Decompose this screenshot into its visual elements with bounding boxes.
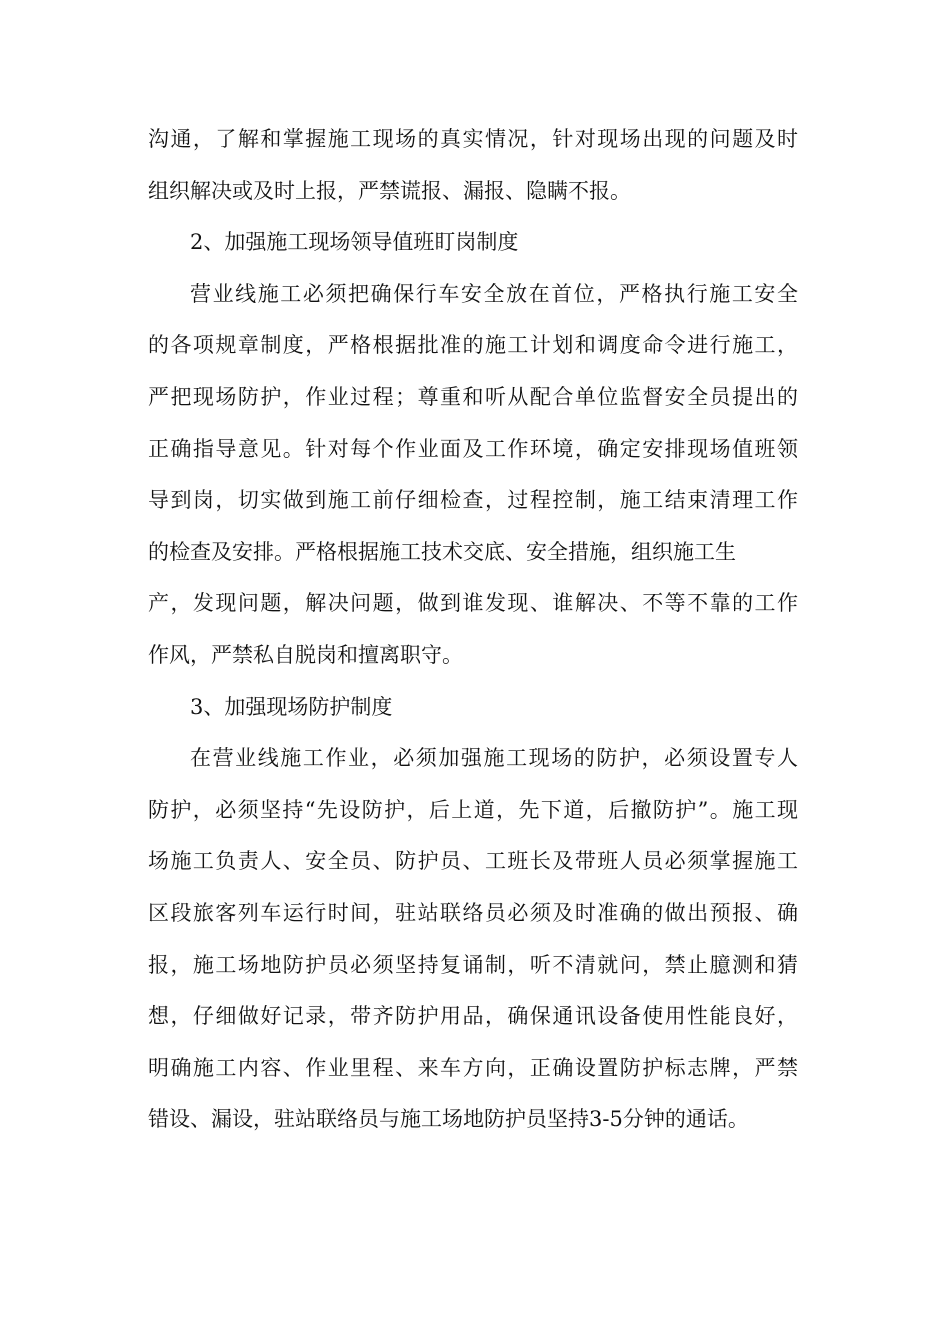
paragraph-line: 的检查及安排。严格根据施工技术交底、安全措施，组织施工生	[148, 539, 736, 564]
paragraph-line: 区段旅客列车运行时间，驻站联络员必须及时准确的做出预报、确	[148, 900, 798, 925]
paragraph-line: 导到岗，切实做到施工前仔细检查，过程控制，施工结束清理工作	[148, 488, 798, 513]
paragraph-line: 的各项规章制度，严格根据批准的施工计划和调度命令进行施工，	[148, 333, 798, 358]
paragraph-line: 严把现场防护，作业过程；尊重和听从配合单位监督安全员提出的	[148, 384, 798, 409]
paragraph-line: 产，发现问题，解决问题，做到谁发现、谁解决、不等不靠的工作	[148, 591, 798, 616]
paragraph-line: 防护，必须坚持“先设防护，后上道，先下道，后撤防护”。施工现	[148, 797, 798, 822]
section-heading: 3、加强现场防护制度	[190, 694, 393, 719]
paragraph-line: 沟通，了解和掌握施工现场的真实情况，针对现场出现的问题及时	[148, 127, 798, 151]
paragraph-line: 正确指导意见。针对每个作业面及工作环境，确定安排现场值班领	[148, 436, 798, 461]
paragraph-line: 想，仔细做好记录，带齐防护用品，确保通讯设备使用性能良好，	[148, 1004, 798, 1029]
paragraph-line: 营业线施工必须把确保行车安全放在首位，严格执行施工安全	[190, 281, 798, 306]
section-heading: 2、加强施工现场领导值班盯岗制度	[190, 230, 519, 255]
document-body	[148, 114, 798, 1146]
paragraph-line: 作风，严禁私自脱岗和擅离职守。	[148, 642, 463, 667]
paragraph-line: 场施工负责人、安全员、防护员、工班长及带班人员必须掌握施工	[148, 849, 798, 874]
paragraph-line: 错设、漏设，驻站联络员与施工场地防护员坚持3-5分钟的通话。	[148, 1107, 749, 1132]
paragraph-line: 组织解决或及时上报，严禁谎报、漏报、隐瞒不报。	[148, 178, 631, 203]
paragraph-line: 明确施工内容、作业里程、来车方向，正确设置防护标志牌，严禁	[148, 1055, 798, 1080]
paragraph-line: 报，施工场地防护员必须坚持复诵制，听不清就问，禁止臆测和猜	[148, 952, 798, 977]
paragraph-line: 在营业线施工作业，必须加强施工现场的防护，必须设置专人	[190, 746, 798, 771]
